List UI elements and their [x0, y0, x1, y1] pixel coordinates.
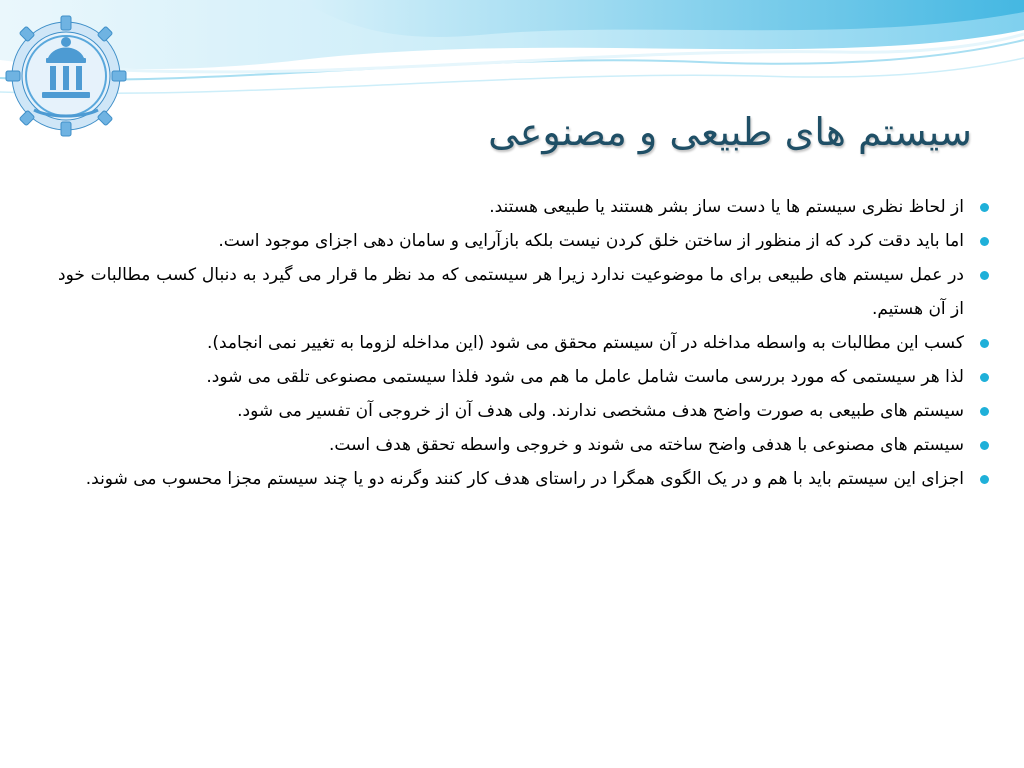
circle-bullet-icon — [980, 237, 989, 246]
list-item-text: اجزای این سیستم باید با هم و در یک الگوی همگرا در راستای هدف کار کنند وگرنه دو یا چند سیستم مجزا محسوب می شوند. — [85, 469, 964, 489]
university-emblem-icon — [4, 14, 128, 138]
circle-bullet-icon — [980, 373, 989, 382]
list-item — [58, 428, 964, 462]
list-item — [58, 258, 964, 326]
list-item-text: سیستم های مصنوعی با هدفی واضح ساخته می شوند و خروجی واسطه تحقق هدف است. — [328, 435, 964, 455]
circle-bullet-icon — [980, 441, 989, 450]
slide-title: سیستم های طبیعی و مصنوعی — [488, 110, 972, 154]
list-item-text: لذا هر سیستمی که مورد بررسی ماست شامل عامل ما هم می شود فلذا سیستمی مصنوعی تلقی می شود. — [206, 367, 964, 387]
circle-bullet-icon — [980, 339, 989, 348]
circle-bullet-icon — [980, 475, 989, 484]
list-item — [58, 326, 964, 360]
bullet-list — [58, 190, 964, 496]
list-item — [58, 224, 964, 258]
list-item — [58, 394, 964, 428]
list-item — [58, 360, 964, 394]
list-item-text: سیستم های طبیعی به صورت واضح هدف مشخصی ندارند. ولی هدف آن از خروجی آن تفسیر می شود. — [237, 401, 964, 421]
list-item-text: اما باید دقت کرد که از منظور از ساختن خلق کردن نیست بلکه بازآرایی و سامان دهی اجزای موجود است. — [218, 231, 964, 251]
list-item — [58, 190, 964, 224]
list-item-text: در عمل سیستم های طبیعی برای ما موضوعیت ندارد زیرا هر سیستمی که مد نظر ما قرار می گیرد به دنبال کسب مطالبات خود از آن هستیم. — [58, 265, 964, 319]
circle-bullet-icon — [980, 203, 989, 212]
circle-bullet-icon — [980, 407, 989, 416]
list-item — [58, 462, 964, 496]
list-item-text: از لحاظ نظری سیستم ها یا دست ساز بشر هستند یا طبیعی هستند. — [489, 197, 964, 217]
circle-bullet-icon — [980, 271, 989, 280]
list-item-text: کسب این مطالبات به واسطه مداخله در آن سیستم محقق می شود (این مداخله لزوما به تغییر نمی انجامد). — [206, 333, 964, 353]
